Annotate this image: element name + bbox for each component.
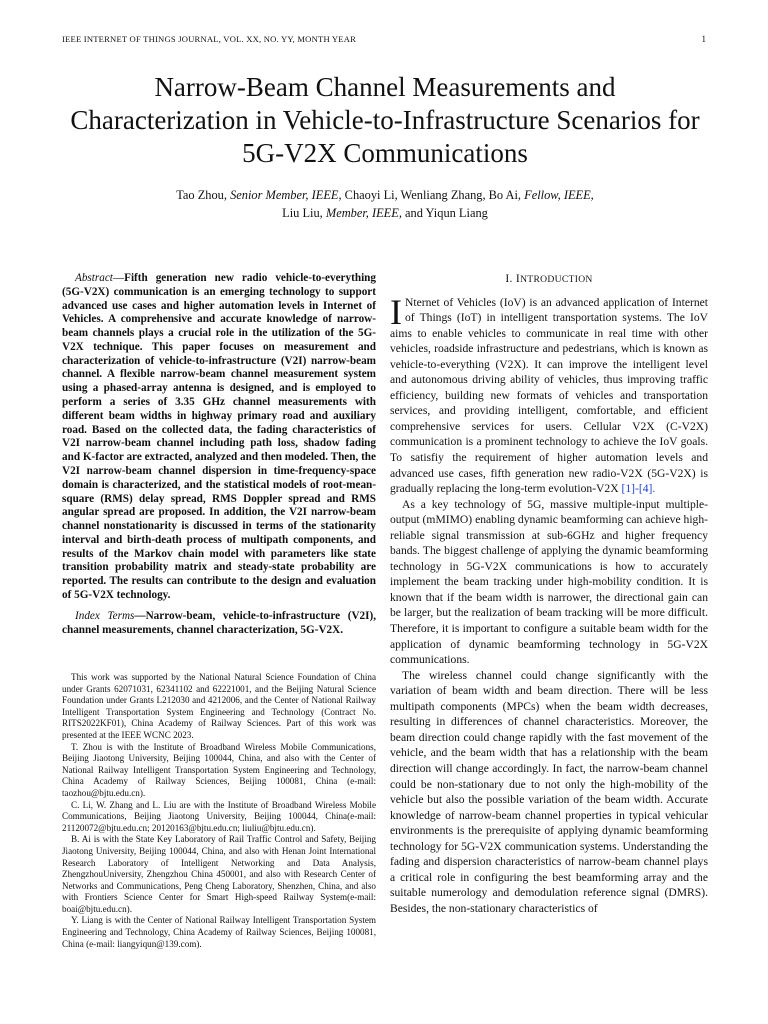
author-line-2 xyxy=(62,205,708,223)
author-line-1 xyxy=(62,187,708,205)
section-title-initial: I xyxy=(515,272,521,285)
index-terms-dash: — xyxy=(134,609,146,622)
author-name: Tao Zhou, xyxy=(176,188,231,202)
author-name: Chaoyi Li, Wenliang Zhang, Bo Ai, xyxy=(341,188,525,202)
footnote-affiliation: B. Ai is with the State Key Laboratory of Rail Traffic Control and Safety, Beijing Jiaotong University, Beijing 100044, China, and also with Henan Joint International Research Laboratory of Intelligent Networking and Data Analysis, ZhengzhouUniversity, Zhengzhou China 450001, and also with Research Center of Networks and Communications, Peng Cheng Laboratory, Shenzhen, China, and also with Frontiers Science Center for Smart High-speed Railway System(e-mail: boai@bjtu.edu.cn). xyxy=(62,834,376,914)
footnotes xyxy=(62,672,376,950)
section-heading xyxy=(390,271,708,288)
author-role: Fellow, IEEE, xyxy=(524,188,594,202)
paper-title: Narrow-Beam Channel Measurements and Characterization in Vehicle-to-Infrastructure Scenarios for 5G-V2X Communications xyxy=(70,72,700,168)
drop-cap: I xyxy=(390,291,402,332)
footnote-affiliation: C. Li, W. Zhang and L. Liu are with the Institute of Broadband Wireless Mobile Communications, Beijing Jiaotong University, Beijing 100044, China(e-mail: 21120072@bjtu.edu.cn; 20120163@bjtu.edu.cn; liuliu@bjtu.edu.cn). xyxy=(62,799,376,833)
right-column xyxy=(390,271,708,916)
footnote-funding: This work was supported by the National Natural Science Foundation of China under Grants 62071031, 62341102 and 62221001, and the Beijing Natural Science Foundation under Grants L212030 and 4212006, and the Center of National Railway Intelligent Transportation System Engineering and Technology (Contract No. RITS2022KF01), China Academy of Railway Sciences. Part of this work was presented at the IEEE WCNC 2023. xyxy=(62,672,376,740)
page-number: 1 xyxy=(701,34,706,44)
section-title-rest: NTRODUCTION xyxy=(520,274,593,285)
section-number: I. xyxy=(505,272,516,285)
citation-link[interactable]: [1]-[4]. xyxy=(621,482,656,496)
author-name: and Yiqun Liang xyxy=(401,205,488,220)
body-paragraph: The wireless channel could change significantly with the variation of beam width and beam direction. There will be less multipath components (MPCs) when the beam width decreases, resulting in differences of channel characteristics. Moreover, the beam direction could change rapidly with the fast movement of the vehicle, and the beam width that has a relationship with the beam direction will change accordingly. In fact, the narrow-beam channel could be non-stationary due to not only the high-mobility of the vehicle but also the possible variation of the beam width. Accurate knowledge of narrow-beam channel properties in typical vehicular environments is the prerequisite of applying dynamic beamforming technology for 5G-V2X communication systems. Understanding the fading and dispersion characteristics of narrow-beam channel plays a critical role in configuring the best beamforming array and the suitable numerology and demodulation reference signal (DMRS). Besides, the non-stationary characteristics of xyxy=(390,668,708,915)
left-column xyxy=(62,272,376,637)
author-list xyxy=(62,187,708,222)
abstract-label: Abstract xyxy=(75,272,113,284)
author-name: Liu Liu, xyxy=(282,205,326,220)
abstract xyxy=(62,272,376,603)
index-terms xyxy=(62,610,376,638)
index-terms-label: Index Terms xyxy=(75,609,135,622)
paragraph-text: Nternet of Vehicles (IoV) is an advanced application of Internet of Things (IoT) in intelligent transportation systems. The IoV aims to enable vehicles to communicate in real time with other vehicles, roadside infrastructure and pedestrians, which is known as vehicle-to-everything (V2X). It can improve the intelligent level and autonomous driving ability of vehicles, thus improving traffic efficiency, building new formats of vehicles and transportation services, and providing intelligent, comfortable, and efficient comprehensive services for users. Cellular V2X (C-V2X) communication is a prominent technology to achieve the IoV goals. To satisfiy the requirement of higher automation levels and advanced use cases, fifth generation new radio-V2X (5G-V2X) is gradually replacing the long-term evolution-V2X xyxy=(390,295,708,496)
footnote-affiliation: Y. Liang is with the Center of National Railway Intelligent Transportation System Engineering and Technology, China Academy of Railway Sciences, Beijing 100081, China (e-mail: liangyiqun@139.com). xyxy=(62,915,376,949)
footnote-affiliation: T. Zhou is with the Institute of Broadband Wireless Mobile Communications, Beijing Jiaotong University, Beijing 100044, China, and also with the Center of National Railway Intelligent Transportation System Engineering and Technology, China Academy of Railway Sciences, Beijing 100081, China (e-mail: taozhou@bjtu.edu.cn). xyxy=(62,741,376,798)
body-paragraph xyxy=(390,291,708,497)
author-role: Member, IEEE, xyxy=(325,205,402,220)
body-paragraph: As a key technology of 5G, massive multiple-input multiple-output (mMIMO) enabling dynamic beamforming can achieve high-reliable signal transmission at sub-6GHz and higher frequency bands. The biggest challenge of applying the dynamic beamforming technology in 5G-V2X communications is how to accurately implement the beam tracking under high-mobility condition. It is known that if the beam width is narrower, the directional gain can be larger, but the realization of beam tracking will be more difficult. Therefore, it is important to configure a suitable beam width for the application of dynamic beamforming technology in 5G-V2X communications. xyxy=(390,497,708,667)
running-head: IEEE INTERNET OF THINGS JOURNAL, VOL. XX, NO. YY, MONTH YEAR xyxy=(62,34,357,44)
index-terms-text: Narrow-beam, vehicle-to-infrastructure (V2I), channel measurements, channel characterization, 5G-V2X. xyxy=(62,609,376,636)
author-role: Senior Member, IEEE, xyxy=(230,188,342,202)
abstract-dash: — xyxy=(112,272,125,284)
abstract-text: Fifth generation new radio vehicle-to-everything (5G-V2X) communication is an emerging technology to support advanced use cases and higher automation levels in Internet of Vehicles. A comprehensive and accurate knowledge of narrow-beam channels plays a crucial role in the utilization of the 5G-V2X technique. This paper focuses on measurement and characterization of vehicle-to-infrastructure (V2I) narrow-beam channel. A flexible narrow-beam channel measurement system using a phased-array antenna is designed, and is employed to perform a series of 3.35 GHz channel measurements with different beam widths in highway primary road and auxiliary road. Based on the collected data, the fading characteristics of V2I narrow-beam channel including path loss, shadow fading and K-factor are extracted, analyzed and then modeled. Then, the V2I narrow-beam channel dispersion in time-frequency-space domain is characterized, and the statistical models of root-mean-square (RMS) delay spread, RMS Doppler spread and RMS angular spread are proposed. In addition, the V2I narrow-beam channel nonstationarity is discussed in terms of the stationarity interval and birth-death process of multipath components, and results of the Markov chain model with parameters like state transition probability matrix and steady-state probability are reported. The results can contribute to the design and evaluation of 5G-V2X technology. xyxy=(62,272,376,601)
